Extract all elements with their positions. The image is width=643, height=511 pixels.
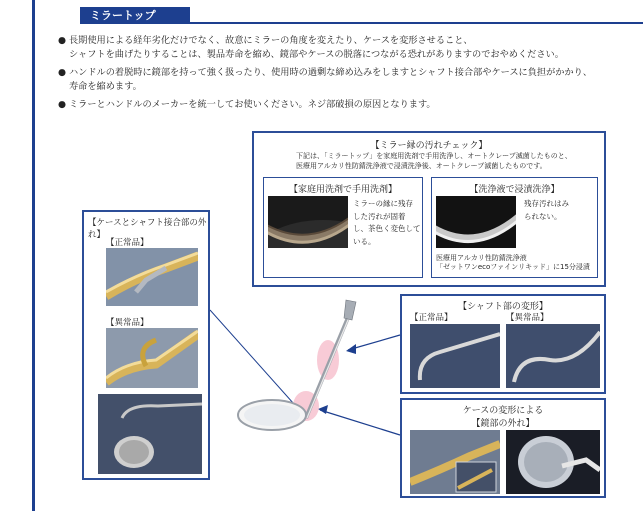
- soak-solution-note: 医療用アルカリ性防錆洗浄液: [436, 254, 527, 262]
- soak-wash-note: 残存汚れはみ られない。: [524, 199, 569, 221]
- bent-shaft-photo: [506, 324, 600, 388]
- section-title-underline: [190, 22, 643, 24]
- case-deform-panel: [400, 398, 606, 498]
- caution-item: [58, 66, 628, 93]
- stain-check-title: 【ミラー縁の汚れチェック】: [370, 141, 488, 151]
- mirror-shaft: [306, 308, 352, 418]
- caution-item: [58, 34, 628, 61]
- abnormal-label: 【異常品】: [106, 318, 149, 328]
- case-joint-panel: [82, 210, 210, 480]
- dental-mirror-illustration: [210, 280, 410, 460]
- caution-item: [58, 98, 628, 112]
- abnormal-joint-photo: [106, 328, 198, 388]
- section-title: ミラートップ: [80, 7, 190, 24]
- soak-solution-note: 「ゼットワンecoファインリキッド」に15分浸漬: [436, 263, 590, 271]
- clean-mirror-photo: [436, 196, 516, 248]
- caution-text: シャフトを曲げたりすることは、製品寿命を縮め、鏡部やケースの脱落につながる恐れがありますのでおやめください。: [69, 48, 564, 60]
- stained-mirror-photo: [268, 196, 348, 248]
- case-deform-subtitle: 【鏡部の外れ】: [471, 419, 535, 429]
- soak-wash-title: 【洗浄液で浸漬洗浄】: [469, 185, 560, 195]
- stain-check-desc: 医療用アルカリ性防錆洗浄液で浸漬洗浄後、オートクレーブ滅菌したものです。: [296, 162, 547, 170]
- normal-label: 【正常品】: [106, 238, 149, 248]
- stain-check-panel: [252, 131, 606, 287]
- caution-text: ハンドルの着脱時に鏡部を持って強く扱ったり、使用時の過剰な締め込みをしますとシャフト接合部やケースに負担がかかり、: [69, 67, 593, 78]
- caution-text: 寿命を縮めます。: [69, 80, 142, 92]
- bullet-mark: ●: [58, 99, 67, 110]
- shaft-deform-panel: [400, 294, 606, 394]
- bullet-mark: ●: [58, 35, 67, 46]
- caution-list: [58, 34, 628, 117]
- normal-joint-photo: [106, 248, 198, 306]
- household-wash-note: ミラーの縁に残存 した汚れが固着 し、茶色く変色して いる。: [353, 199, 421, 246]
- household-wash-title: 【家庭用洗剤で手用洗剤】: [288, 185, 397, 195]
- mirror-shaft-shine: [307, 308, 353, 418]
- abnormal-label: 【異常品】: [506, 313, 549, 323]
- mirror-thread: [344, 300, 356, 320]
- normal-label: 【正常品】: [410, 313, 453, 323]
- shaft-deform-title: 【シャフト部の変形】: [458, 302, 548, 312]
- detached-mirror-photo: [98, 394, 202, 474]
- deformed-case-photo: [410, 430, 500, 494]
- case-joint-title: 【ケースとシャフト接合部の外れ】: [88, 218, 207, 240]
- soak-wash-panel: [431, 177, 598, 278]
- callout-line: [210, 310, 302, 413]
- callout-arrow: [320, 410, 400, 435]
- left-margin-rule: [32, 0, 35, 511]
- caution-text: 長期使用による経年劣化だけでなく、故意にミラーの角度を変えたり、ケースを変形させること、: [69, 35, 473, 46]
- stain-check-desc: 下記は、「ミラートップ」を家庭用洗剤で手用洗浄し、オートクレーブ滅菌したものと、: [296, 152, 572, 160]
- bullet-mark: ●: [58, 67, 67, 78]
- detached-mirror-closeup-photo: [506, 430, 600, 494]
- caution-text: ミラーとハンドルのメーカーを統一してお使いください。ネジ部破損の原因となります。: [69, 99, 436, 110]
- household-wash-panel: [263, 177, 423, 278]
- mirror-glass: [244, 404, 300, 426]
- case-deform-title: ケースの変形による: [462, 406, 544, 416]
- normal-shaft-photo: [410, 324, 500, 388]
- arrowhead: [346, 344, 356, 354]
